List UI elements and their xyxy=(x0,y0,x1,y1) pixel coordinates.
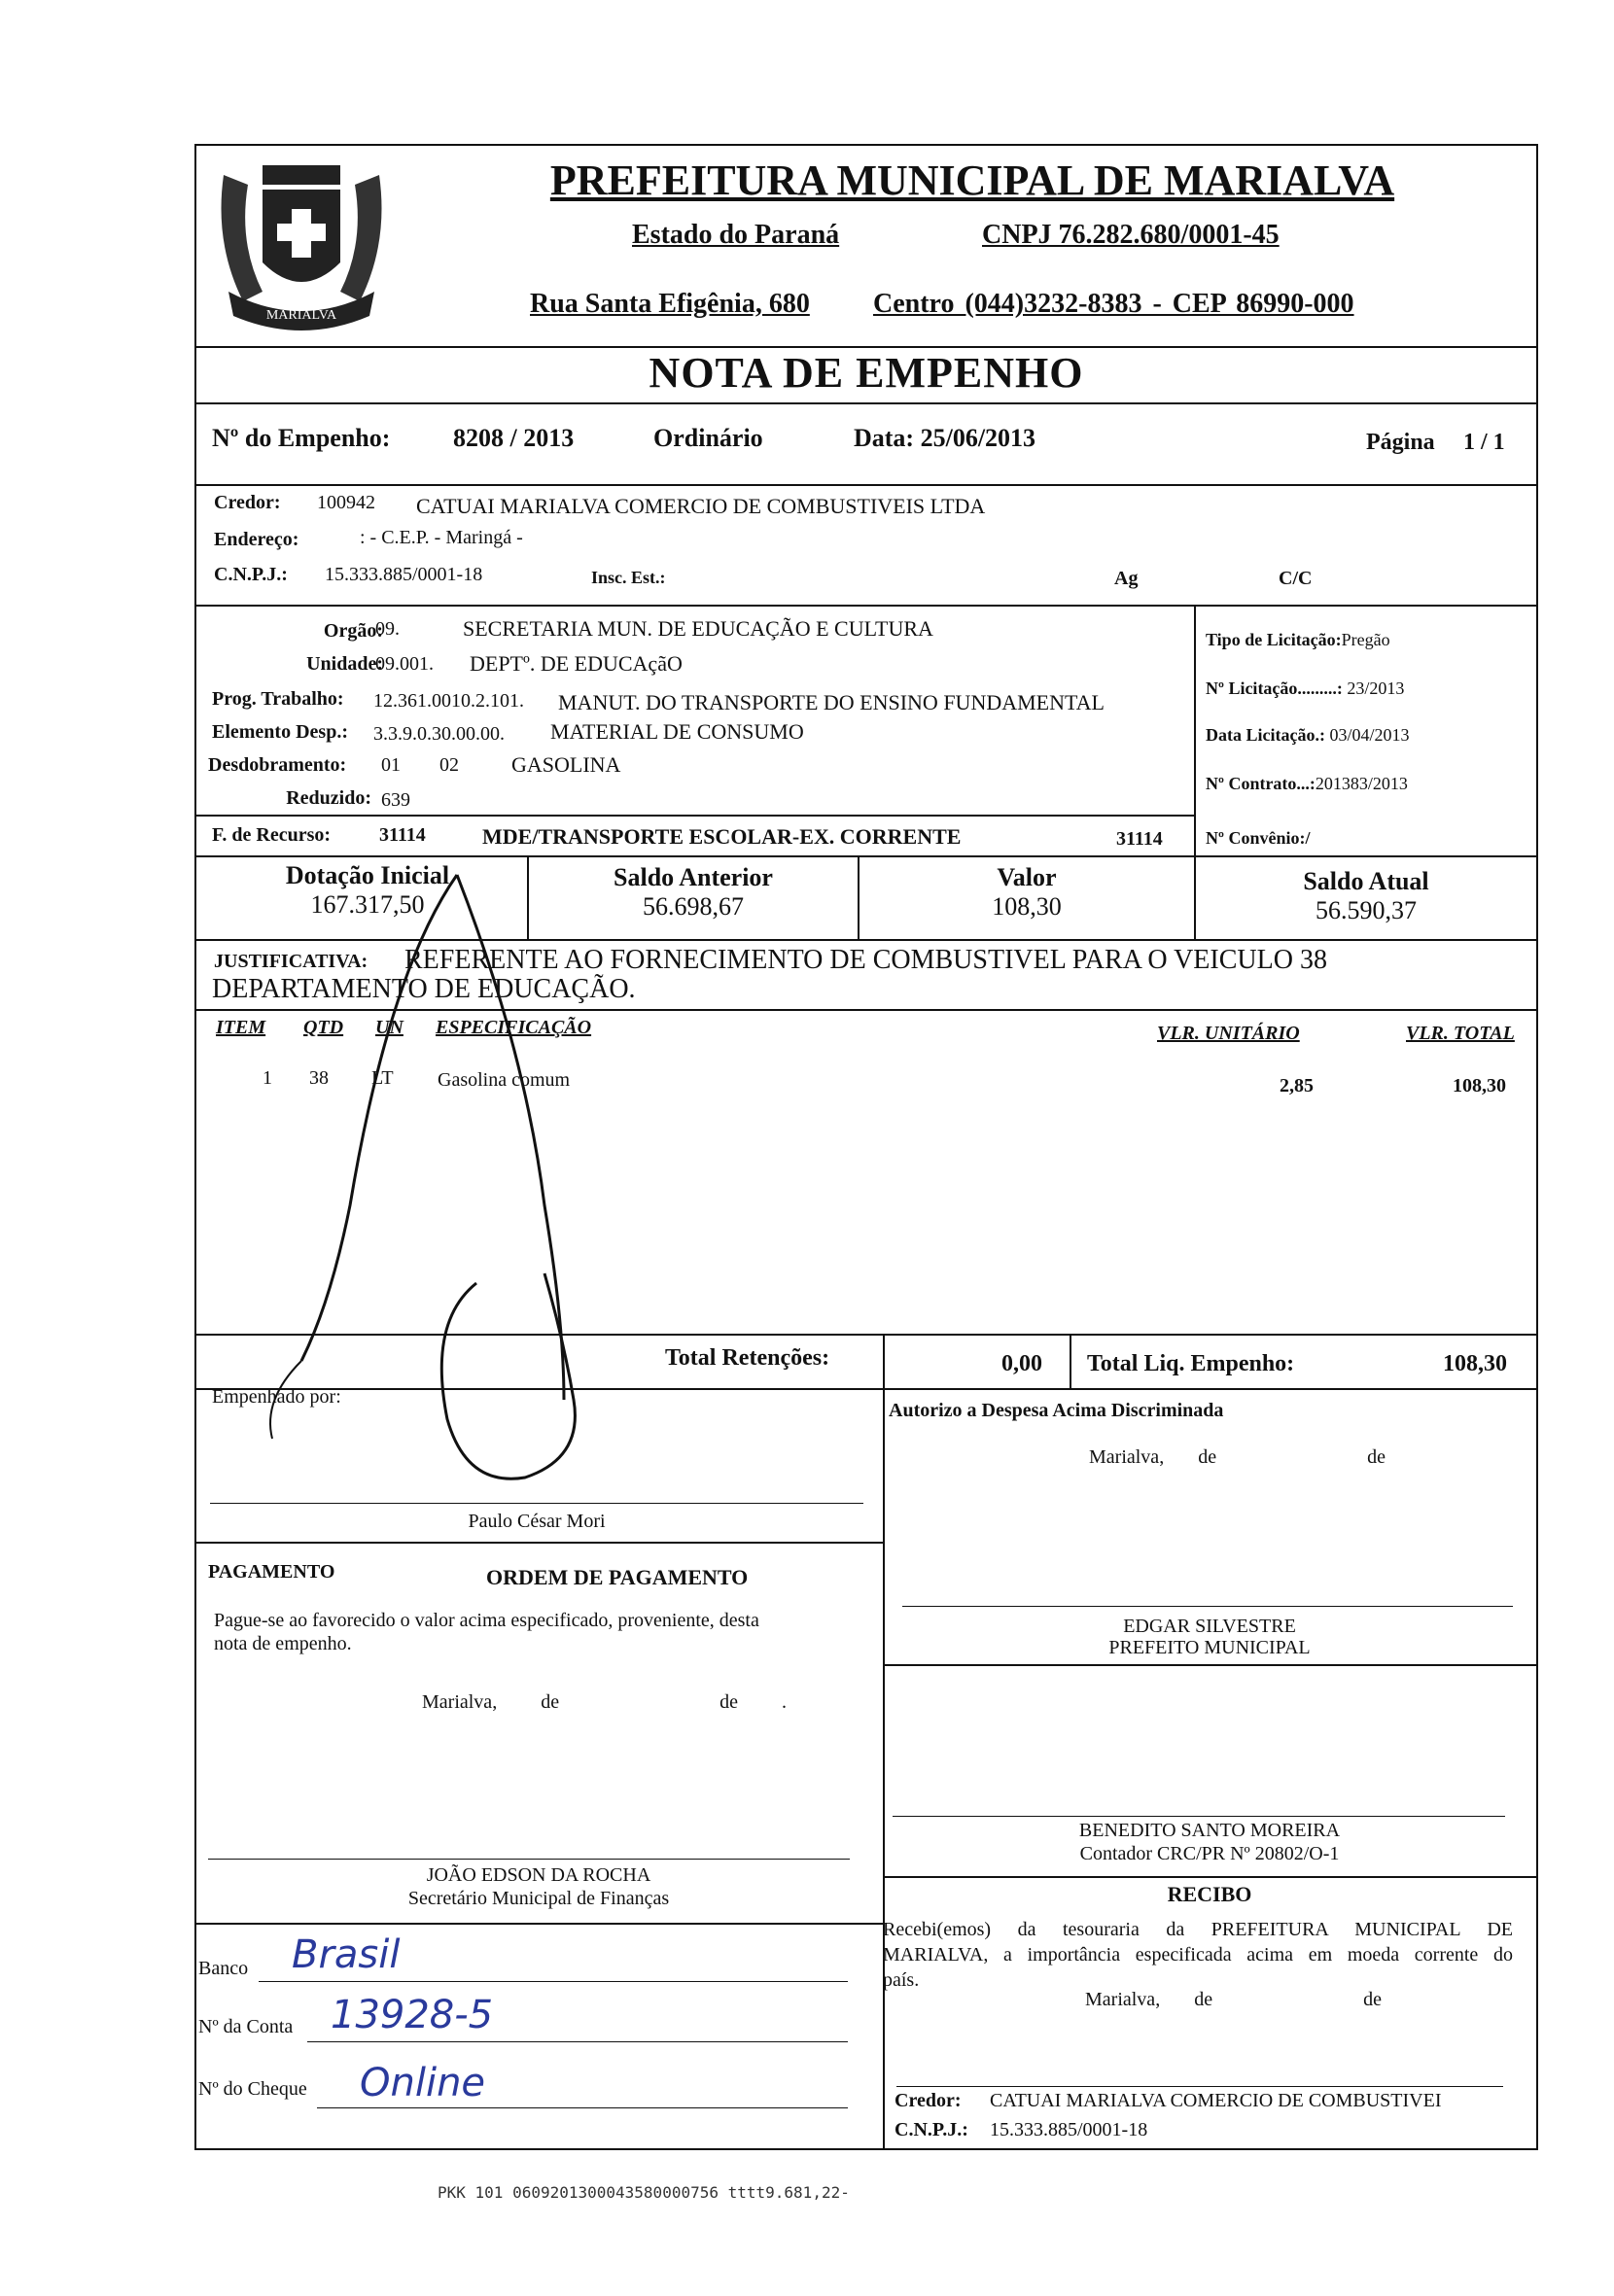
empenho-type: Ordinário xyxy=(653,424,763,452)
prog-name: MANUT. DO TRANSPORTE DO ENSINO FUNDAMENTAL xyxy=(558,690,1105,714)
saldo-atual-label: Saldo Atual xyxy=(1303,867,1429,895)
credor-code: 100942 xyxy=(317,492,375,513)
cnpj-value: 15.333.885/0001-18 xyxy=(325,564,483,585)
secretario-title: Secretário Municipal de Finanças xyxy=(407,1888,670,1909)
prog-label: Prog. Trabalho: xyxy=(212,688,344,710)
pagamento-text-2: nota de empenho. xyxy=(214,1633,352,1654)
prefeito-name: EDGAR SILVESTRE xyxy=(1123,1616,1296,1637)
ag-label: Ag xyxy=(1114,568,1139,589)
recibo-text-2: MARIALVA, a importância especificada acima em moeda corrente do xyxy=(883,1944,1513,1966)
saldo-anterior-value: 56.698,67 xyxy=(643,892,744,921)
cc-label: C/C xyxy=(1279,568,1313,589)
col-vlr-total: VLR. TOTAL xyxy=(1406,1023,1515,1044)
liq-value: 108,30 xyxy=(1443,1351,1507,1376)
unidade-code: 09.001. xyxy=(375,653,434,675)
recurso-name: MDE/TRANSPORTE ESCOLAR-EX. CORRENTE xyxy=(482,824,962,849)
endereco-label: Endereço: xyxy=(214,529,299,550)
reduzido-label: Reduzido: xyxy=(286,787,371,809)
recibo-credor-label: Credor: xyxy=(895,2090,962,2111)
col-vlr-unit: VLR. UNITÁRIO xyxy=(1157,1023,1300,1044)
credor-name: CATUAI MARIALVA COMERCIO DE COMBUSTIVEIS LTDA xyxy=(416,494,986,518)
page-label: Página xyxy=(1366,430,1435,455)
insc-label: Insc. Est.: xyxy=(591,568,666,587)
recurso-label: F. de Recurso: xyxy=(212,824,332,846)
orgao-name: SECRETARIA MUN. DE EDUCAÇÃO E CULTURA xyxy=(463,616,933,641)
marialva-date-2: Marialva, de de . xyxy=(422,1691,787,1713)
row-qtd: 38 xyxy=(309,1067,329,1089)
recibo-cnpj-value: 15.333.885/0001-18 xyxy=(990,2119,1148,2140)
dotacao-value: 167.317,50 xyxy=(310,890,425,919)
endereco-value: : - C.E.P. - Maringá - xyxy=(360,527,523,548)
contador-name: BENEDITO SANTO MOREIRA xyxy=(1078,1820,1341,1841)
row-un: LT xyxy=(371,1067,394,1089)
prog-code: 12.361.0010.2.101. xyxy=(373,690,524,712)
desdob-name: GASOLINA xyxy=(511,752,621,777)
page-title: PREFEITURA MUNICIPAL DE MARIALVA xyxy=(549,157,1395,204)
desdob-label: Desdobramento: xyxy=(208,754,347,776)
row-vlr-unit: 2,85 xyxy=(1280,1075,1314,1096)
data-licitacao: Data Licitação.: 03/04/2013 xyxy=(1206,725,1410,745)
elemento-name: MATERIAL DE CONSUMO xyxy=(550,719,804,744)
row-espec: Gasolina comum xyxy=(438,1069,571,1091)
retencoes-label: Total Retenções: xyxy=(665,1345,830,1371)
valor-value: 108,30 xyxy=(992,892,1062,921)
liq-label: Total Liq. Empenho: xyxy=(1087,1351,1295,1376)
numero-contrato: Nº Contrato...:201383/2013 xyxy=(1206,774,1408,793)
handwritten-signature xyxy=(156,855,661,1536)
desdob-a: 01 xyxy=(381,754,401,776)
col-qtd: QTD xyxy=(303,1017,344,1038)
footer-code: PKK 101 0609201300043580000756 tttt9.681,22- xyxy=(438,2183,850,2202)
desdob-b: 02 xyxy=(439,754,459,776)
contact-info: Centro (044)3232-8383 - CEP 86990-000 xyxy=(873,289,1354,319)
state-name: Estado do Paraná xyxy=(632,220,840,250)
reduzido-value: 639 xyxy=(381,789,410,811)
conta-handwritten: 13928-5 xyxy=(331,1993,494,2037)
page-value: 1 / 1 xyxy=(1463,430,1505,455)
tipo-licitacao: Tipo de Licitação:Pregão xyxy=(1206,630,1390,649)
col-espec: ESPECIFICAÇÃO xyxy=(436,1017,592,1038)
recibo-credor-value: CATUAI MARIALVA COMERCIO DE COMBUSTIVEI xyxy=(990,2090,1442,2111)
cheque-handwritten: Online xyxy=(360,2061,486,2105)
col-item: ITEM xyxy=(216,1017,266,1038)
saldo-atual-cell xyxy=(1196,867,1536,925)
empenho-date: Data: 25/06/2013 xyxy=(854,424,1036,452)
pagamento-label: PAGAMENTO xyxy=(208,1561,335,1583)
cheque-label: Nº do Cheque xyxy=(198,2078,307,2100)
pagamento-text-1: Pague-se ao favorecido o valor acima especificado, proveniente, desta xyxy=(214,1610,759,1631)
justificativa-line-2: DEPARTAMENTO DE EDUCAÇÃO. xyxy=(212,974,636,1004)
marialva-date-1: Marialva, de de xyxy=(1089,1446,1386,1468)
recurso-code: 31114 xyxy=(379,824,426,846)
empenho-number: 8208 / 2013 xyxy=(453,424,575,452)
svg-text:MARIALVA: MARIALVA xyxy=(265,308,337,323)
credor-label: Credor: xyxy=(214,492,281,513)
numero-licitacao: Nº Licitação.........: 23/2013 xyxy=(1206,678,1405,698)
elemento-label: Elemento Desp.: xyxy=(212,721,348,743)
secretario-name: JOÃO EDSON DA ROCHA xyxy=(426,1864,651,1886)
document-title: NOTA DE EMPENHO xyxy=(649,349,1084,397)
valor-label: Valor xyxy=(997,863,1057,891)
retencoes-value: 0,00 xyxy=(1001,1351,1042,1376)
conta-label: Nº da Conta xyxy=(198,2016,294,2037)
contador-title: Contador CRC/PR Nº 20802/O-1 xyxy=(1079,1843,1340,1864)
recurso-code-2: 31114 xyxy=(1116,828,1163,850)
banco-handwritten: Brasil xyxy=(292,1932,401,1977)
valor-cell xyxy=(860,863,1194,922)
saldo-anterior-label: Saldo Anterior xyxy=(614,863,773,891)
recibo-cnpj-label: C.N.P.J.: xyxy=(895,2119,968,2140)
orgao-code: 09. xyxy=(375,618,400,640)
recibo-title: RECIBO xyxy=(1167,1882,1252,1906)
justificativa-line-1: REFERENTE AO FORNECIMENTO DE COMBUSTIVEL PARA O VEICULO 38 xyxy=(404,945,1327,975)
empenho-label: Nº do Empenho: xyxy=(212,424,391,452)
numero-convenio: Nº Convênio:/ xyxy=(1206,828,1311,848)
municipal-crest xyxy=(204,146,399,340)
crest-icon xyxy=(204,146,399,340)
cnpj-header: CNPJ 76.282.680/0001-45 xyxy=(982,220,1280,250)
dotacao-label: Dotação Inicial xyxy=(285,861,450,889)
autorizo-text: Autorizo a Despesa Acima Discriminada xyxy=(889,1400,1224,1421)
saldo-atual-value: 56.590,37 xyxy=(1316,896,1417,924)
justificativa-label: JUSTIFICATIVA: xyxy=(214,951,368,972)
row-vlr-total: 108,30 xyxy=(1453,1075,1506,1096)
empenhado-por-label: Empenhado por: xyxy=(212,1386,341,1408)
marialva-date-3: Marialva, de de xyxy=(1085,1989,1382,2010)
row-item: 1 xyxy=(263,1067,272,1089)
recibo-text-3: país. xyxy=(883,1969,920,1991)
recibo-text-1: Recebi(emos) da tesouraria da PREFEITURA MUNICIPAL DE xyxy=(883,1919,1513,1940)
banco-label: Banco xyxy=(198,1958,249,1979)
ordem-pagamento: ORDEM DE PAGAMENTO xyxy=(486,1565,749,1589)
orgao-label: Orgão: xyxy=(323,620,383,642)
unidade-label: Unidade: xyxy=(306,653,383,675)
unidade-name: DEPTº. DE EDUCAçãO xyxy=(470,651,683,676)
prefeito-title: PREFEITO MUNICIPAL xyxy=(1108,1637,1311,1658)
cnpj-label: C.N.P.J.: xyxy=(214,564,288,585)
address: Rua Santa Efigênia, 680 xyxy=(530,289,810,319)
empenhado-name: Paulo César Mori xyxy=(468,1511,606,1532)
col-un: UN xyxy=(375,1017,404,1038)
elemento-code: 3.3.9.0.30.00.00. xyxy=(373,723,505,745)
